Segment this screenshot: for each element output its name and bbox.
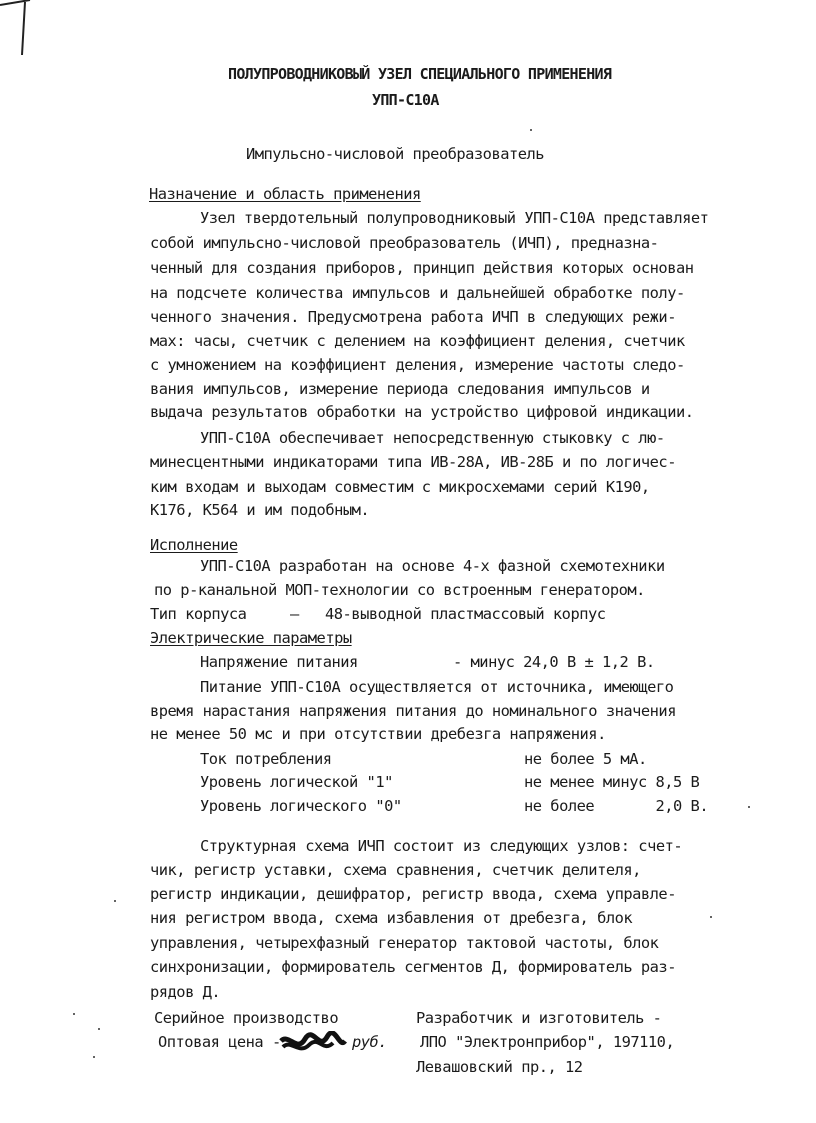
execution-heading: Исполнение — [150, 536, 238, 554]
purpose-line-4: на подсчете количества импульсов и дальнейшей обработке полу- — [150, 284, 685, 302]
speck — [73, 1013, 75, 1015]
electrical-line-1: Питание УПП-С10А осуществляется от источника, имеющего — [200, 678, 674, 696]
voltage-value: - минус 24,0 В ± 1,2 В. — [453, 653, 655, 671]
speck — [748, 806, 750, 808]
structure-line-1: Структурная схема ИЧП состоит из следующих узлов: счет- — [200, 837, 683, 855]
speck — [93, 1056, 95, 1058]
param-value-current: не более 5 мА. — [524, 750, 647, 768]
purpose-heading: Назначение и область применения — [149, 185, 421, 203]
developer-label: Разработчик и изготовитель - — [416, 1009, 662, 1027]
purpose-line-7: с умножением на коэффициент деления, измерение частоты следо- — [150, 356, 685, 374]
purpose-line-6: мах: часы, счетчик с делением на коэффициент деления, счетчик — [150, 332, 685, 350]
purpose-p2-line-4: К176, К564 и им подобным. — [150, 501, 370, 519]
purpose-line-8: вания импульсов, измерение периода следования импульсов и — [150, 380, 650, 398]
purpose-p2-line-2: минесцентными индикаторами типа ИВ-28А, ИВ-28Б и по логичес- — [150, 453, 676, 471]
purpose-p2-line-3: ким входам и выходам совместим с микросхемами серий К190, — [150, 478, 650, 496]
purpose-line-3: ченный для создания приборов, принцип действия которых основан — [150, 259, 694, 277]
speck — [530, 129, 532, 131]
electrical-heading: Электрические параметры — [150, 629, 352, 647]
serial-production-label: Серийное производство — [154, 1009, 339, 1027]
speck — [710, 916, 712, 918]
electrical-line-3: не менее 50 мс и при отсутствии дребезга напряжения. — [150, 725, 606, 743]
structure-line-7: рядов Д. — [150, 983, 221, 1001]
electrical-line-2: время нарастания напряжения питания до номинального значения — [150, 702, 676, 720]
developer-name: ЛПО "Электронприбор", 197110, — [420, 1033, 675, 1051]
structure-line-3: регистр индикации, дешифратор, регистр ввода, схема управле- — [150, 885, 676, 903]
price-note: руб. — [352, 1033, 388, 1051]
wholesale-price-label: Оптовая цена - — [158, 1033, 281, 1051]
purpose-line-2: собой импульсно-числовой преобразователь (ИЧП), предназна- — [150, 234, 659, 252]
execution-line-1: УПП-С10А разработан на основе 4-х фазной схемотехники — [200, 557, 665, 575]
param-label-current: Ток потребления — [200, 750, 332, 768]
case-dash: — — [290, 605, 299, 623]
voltage-label: Напряжение питания — [200, 653, 358, 671]
purpose-line-5: ченного значения. Предусмотрена работа ИЧП в следующих режи- — [150, 308, 676, 326]
title-line2: УПП-С10А — [372, 91, 439, 109]
param-label-logic0: Уровень логического "0" — [200, 797, 402, 815]
param-value-logic1: не менее минус 8,5 В — [524, 773, 700, 791]
speck — [98, 1028, 100, 1030]
title-line1: ПОЛУПРОВОДНИКОВЫЙ УЗЕЛ СПЕЦИАЛЬНОГО ПРИМЕНЕНИЯ — [228, 65, 612, 83]
corner-mark — [0, 0, 60, 60]
purpose-p2-line-1: УПП-С10А обеспечивает непосредственную стыковку с лю- — [200, 429, 665, 447]
subtitle: Импульсно-числовой преобразователь — [246, 145, 545, 163]
structure-line-2: чик, регистр уставки, схема сравнения, счетчик делителя, — [150, 861, 641, 879]
case-value: 48-выводной пластмассовый корпус — [325, 605, 606, 623]
structure-line-6: синхронизации, формирователь сегментов Д, формирователь раз- — [150, 958, 676, 976]
structure-line-4: ния регистром ввода, схема избавления от дребезга, блок — [150, 909, 633, 927]
structure-line-5: управления, четырехфазный генератор тактовой частоты, блок — [150, 934, 659, 952]
param-value-logic0: не более 2,0 В. — [524, 797, 709, 815]
purpose-line-9: выдача результатов обработки на устройство цифровой индикации. — [150, 403, 694, 421]
purpose-line-1: Узел твердотельный полупроводниковый УПП-С10А представляет — [200, 209, 709, 227]
developer-address: Левашовский пр., 12 — [416, 1058, 583, 1076]
case-label: Тип корпуса — [150, 605, 247, 623]
execution-line-2: по р-канальной МОП-технологии со встроенным генератором. — [154, 581, 645, 599]
param-label-logic1: Уровень логической "1" — [200, 773, 393, 791]
speck — [114, 900, 116, 902]
